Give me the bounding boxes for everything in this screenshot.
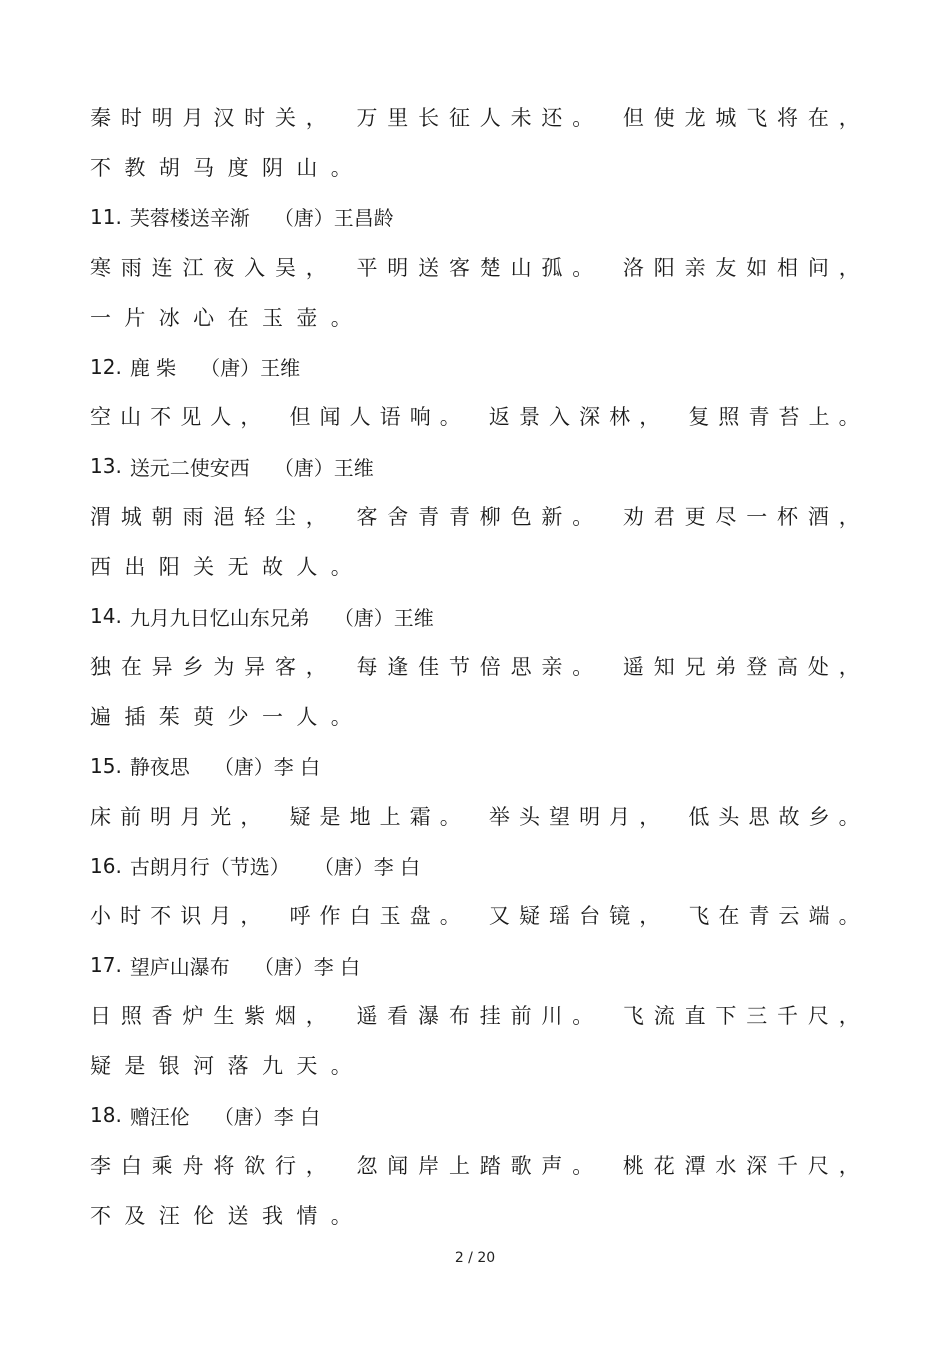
poem-number: 18. (90, 1103, 122, 1127)
poem-number: 17. (90, 953, 122, 978)
poem-title: 九月九日忆山东兄弟 (129, 605, 310, 630)
poem-verse-line: 秦 时 明 月 汉 时 关 ， 万 里 长 征 人 未 还 。 但 使 龙 城 飞 将 在 ， (90, 106, 860, 130)
poem-verse-line: 小 时 不 识 月 ， 呼 作 白 玉 盘 。 又 疑 瑶 台 镜 ， 飞 在 青 云 端 。 (90, 904, 860, 929)
poem-number: 16. (90, 853, 122, 878)
poem-author: （唐）王昌龄 (273, 206, 394, 231)
poem-verse-line: 疑 是 银 河 落 九 天 。 (90, 1054, 352, 1079)
poem-verse-line: 西 出 阳 关 无 故 人 。 (90, 555, 352, 580)
poem-title: 芙蓉楼送辛渐 (129, 206, 250, 231)
poem-title-line (90, 751, 860, 781)
poem-title: 望庐山瀑布 (129, 954, 230, 979)
poem-number: 15. (90, 753, 122, 778)
poem-title: 鹿 柴 (129, 356, 177, 380)
poem-verse-line: 空 山 不 见 人 ， 但 闻 人 语 响 。 返 景 入 深 林 ， 复 照 青 苔 上 。 (90, 405, 860, 430)
poem-title: 古朗月行（节选） (129, 855, 290, 879)
poem-verse-line: 独 在 异 乡 为 异 客 ， 每 逢 佳 节 倍 思 亲 。 遥 知 兄 弟 登 高 处 ， (90, 654, 860, 679)
poem-title-line (90, 950, 860, 980)
poem-author: （唐）李 白 (213, 1104, 321, 1129)
poem-title: 静夜思 (129, 755, 190, 780)
poem-author: （唐）李 白 (213, 755, 321, 780)
poem-title-line (90, 451, 860, 481)
poem-verse-line: 寒 雨 连 江 夜 入 吴 ， 平 明 送 客 楚 山 孤 。 洛 阳 亲 友 如 相 问 ， (90, 255, 860, 280)
poem-title: 赠汪伦 (129, 1104, 190, 1129)
poem-title-line (90, 851, 860, 881)
poem-verse-line: 不 教 胡 马 度 阴 山 。 (90, 155, 352, 180)
poem-verse-line: 床 前 明 月 光 ， 疑 是 地 上 霜 。 举 头 望 明 月 ， 低 头 思 故 乡 。 (90, 804, 860, 829)
poem-verse-line: 遍 插 茱 萸 少 一 人 。 (90, 704, 352, 729)
poem-title-line (90, 601, 860, 631)
page-number: 2 / 20 (454, 1250, 496, 1266)
poem-author: （唐）王维 (273, 455, 374, 480)
poem-title-line (90, 1100, 860, 1130)
poem-number: 11. (90, 204, 122, 229)
poem-author: （唐）李 白 (253, 954, 361, 979)
poem-verse-line: 李 白 乘 舟 将 欲 行 ， 忽 闻 岸 上 踏 歌 声 。 桃 花 潭 水 深 千 尺 ， (90, 1153, 860, 1178)
poem-number: 14. (90, 604, 122, 628)
poem-title: 送元二使安西 (129, 455, 250, 480)
poem-verse-line: 一 片 冰 心 在 玉 壶 。 (90, 305, 352, 330)
poem-author: （唐）李 白 (313, 855, 421, 879)
poem-verse-line: 渭 城 朝 雨 浥 轻 尘 ， 客 舍 青 青 柳 色 新 。 劝 君 更 尽 一 杯 酒 ， (90, 505, 860, 530)
poem-number: 12. (90, 354, 122, 379)
poem-number: 13. (90, 454, 122, 479)
poem-author: （唐）王维 (200, 356, 301, 380)
poem-author: （唐）王维 (333, 605, 434, 630)
poem-verse-line: 日 照 香 炉 生 紫 烟 ， 遥 看 瀑 布 挂 前 川 。 飞 流 直 下 三 千 尺 ， (90, 1004, 860, 1029)
poem-verse-line: 不 及 汪 伦 送 我 情 。 (90, 1203, 352, 1228)
poem-title-line (90, 202, 860, 232)
poem-title-line (90, 352, 860, 382)
